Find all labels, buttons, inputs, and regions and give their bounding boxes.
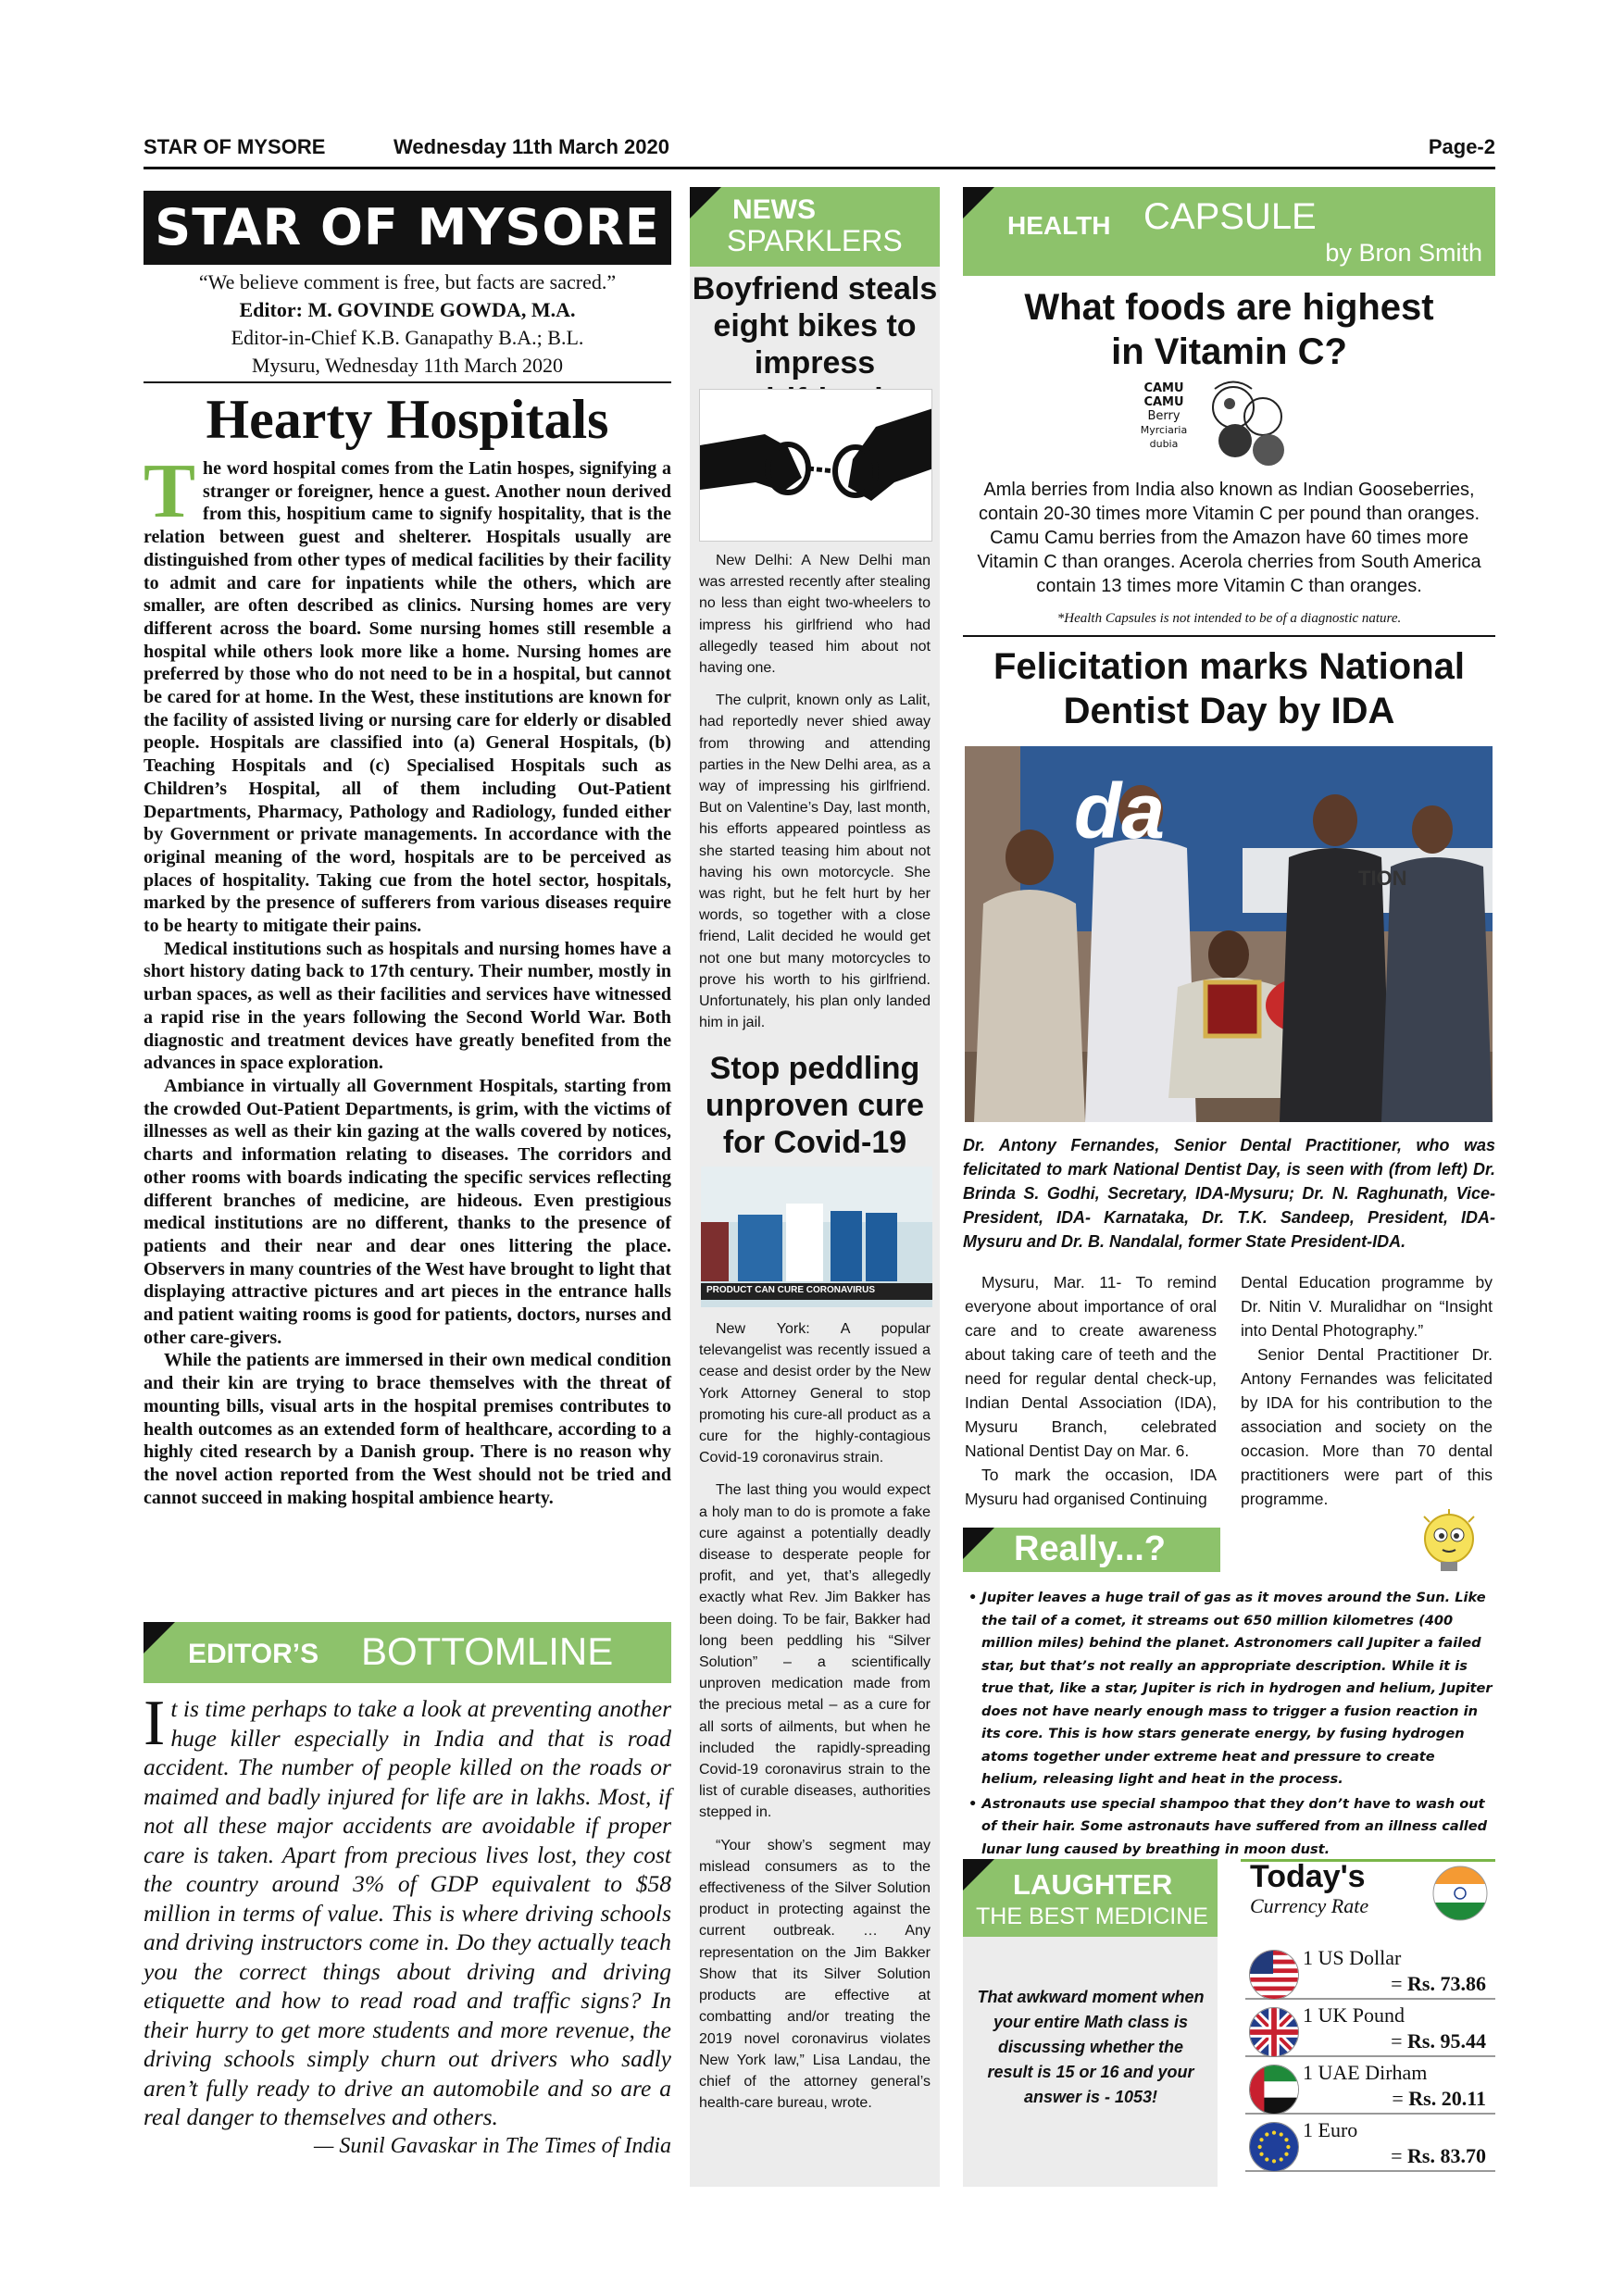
group-photo-icon [965, 746, 1493, 1122]
currency-name: 1 Euro [1303, 2118, 1358, 2141]
currency-row-gbp [1245, 2002, 1495, 2057]
bottomline-header [144, 1622, 671, 1683]
story2-paragraph: New York: A popular televangelist was recently issued a cease and desist order by the New York Attorney General to stop promoting his cure-all product as a cure for the highly-contagious Covid-19 coronavirus strain. [699, 1321, 931, 1466]
masthead-logo: STAR OF MYSORE [144, 191, 671, 265]
currency-name: 1 US Dollar [1303, 1946, 1402, 1969]
rate-value: Rs. 83.70 [1407, 2144, 1486, 2167]
equals-sign: = [1392, 2087, 1409, 2110]
masthead-rule [144, 381, 671, 383]
corner-mark [963, 187, 994, 218]
laughter-text: That awkward moment when your entire Math class is discussing whether the result is 15 or 16 and your answer is - 1053! [977, 1988, 1205, 2106]
dentist-paragraph: Dental Education programme by Dr. Nitin V. Muralidhar on “Insight into Dental Photography.” [1241, 1273, 1493, 1340]
masthead-meta [144, 268, 671, 380]
editor-line: Editor: M. GOVINDE GOWDA, M.A. [239, 298, 576, 321]
place-date-line: Mysuru, Wednesday 11th March 2020 [251, 354, 564, 377]
story2-paragraph: The last thing you would expect a holy man to do is promote a fake cure against a potentially deadly disease to desperate people for profit, and yet, that’s allegedly exactly what Rev. Jim Bakker has been doing. To be fair, Bakker had long been peddling his “Silver Solution” – a scientifically unproven medication made from the precious metal – as a cure for all sorts of ailments, but when he included the rapidly-spreading Covid-19 coronavirus strain to the list of curable diseases, authorities stepped in. [699, 1482, 931, 1821]
editorial-paragraph: Ambiance in virtually all Government Hospitals, starting from the crowded Out-Patient Departments, is grim, with the victims of illnesses as well as their kin gazing at the walls covered by notices, charts and information relating to diseases. The corridors and other rooms with boards indicating the specific services reflecting different branches of medicine, are hideous. Even prestigious medical institutions are no different, thanks to the presence of patients and their near and dear ones littering the place. Observers in many countries of the West have brought to light that displaying attractive pictures and art pieces in the entrance halls and patient waiting rooms is good for patients, doctors, nurses and other care-givers. [144, 1075, 671, 1348]
health-capsule-header [963, 187, 1495, 276]
page-header [144, 135, 1495, 163]
fact-text: Jupiter leaves a huge trail of gas as it moves around the Sun. Like the tail of a comet, it streams out 650 million kilometres (400 million miles) behind the planet. Astronomers call Jupiter a failed star, but that’s not really an appropriate description. While it is true that, like a star, Jupiter is rich in hydrogen and helium, Jupiter does not have nearly enough mass to trigger a fusion reaction in its core. This is how stars generate energy, by fusing hydrogen atoms together under extreme heat and pressure to create helium, releasing light and heat in the process. [981, 1590, 1493, 1787]
dentist-body-right [1241, 1270, 1493, 1511]
india-flag-icon [1431, 1865, 1489, 1922]
uae-flag-icon [1249, 2065, 1299, 2115]
story1-body [699, 550, 931, 1044]
header-rule [144, 167, 1495, 169]
health-label-1: HEALTH [1007, 211, 1111, 240]
equals-sign: = [1391, 1972, 1408, 1995]
camu-label [1131, 381, 1196, 451]
header-page-number: Page-2 [1428, 135, 1495, 158]
laughter-label-2: THE BEST MEDICINE [976, 1903, 1208, 1929]
editorial-text: he word hospital comes from the Latin hospes, signifying a stranger or foreigner, hence a guest. Another noun derived from this, hospitium came to signify hospitality, that is the relation between guest and shelterer. Hospitals usually are distinguished from other types of medical facilities by their facility to admit and care for inpatients while the others, which are smaller, are often described as clinics. Nursing homes are very different across the board. Some nursing homes still resemble a hospital while others look more like a home. Nursing homes are preferred by those who do not need to be in a hospital, but cannot be cared for at home. In the West, these institutions are known for the facility of assisted living or nursing care for elderly or disabled people. Hospitals are classified into (a) General Hospitals, (b) Teaching Hospitals and (c) Specialised Hospitals such as Children’s Hospital, all of them including Out-Patient Departments, Pharmacy, Pathology and Radiology, funded either by Government or private managements. In accordance with the original meaning of the word, hospitals are to be perceived as places of hospitality. Taking cue from the hotel sector, hospitals, marked by the presence of sufferers from various diseases require to be hearty to mitigate their pains. [144, 458, 671, 937]
dentist-body-left [965, 1270, 1217, 1511]
fact-text: Astronauts use special shampoo that they don’t have to wash out of their hair. Some astronauts have suffered from an illness called lunar lung caused by breathing in moon dust. [981, 1795, 1488, 1857]
story2-title: Stop peddling unproven cure for Covid-19 [705, 1051, 925, 1160]
header-date: Wednesday 11th March 2020 [394, 135, 669, 158]
health-label-2: CAPSULE [1143, 196, 1317, 237]
health-text: Amla berries from India also known as Indian Gooseberries, contain 20-30 times more Vitamin C per pound than oranges. Camu Camu berries from the Amazon have 60 times more Vitamin C than oranges. Acerola cherries from South America contain 13 times more Vitamin C than oranges. [977, 480, 1481, 596]
facts-list [965, 1587, 1493, 1863]
news-label-2: SPARKLERS [727, 224, 903, 257]
editorial-body [144, 448, 671, 1509]
bottomline-body [144, 1688, 671, 2161]
tv-screenshot-image [701, 1167, 932, 1307]
corner-mark [144, 1622, 175, 1653]
rate-value: Rs. 73.86 [1407, 1972, 1486, 1995]
banner-text-2: TION [1358, 867, 1407, 890]
currency-rate [1391, 1972, 1486, 1996]
bottomline-text: t is time perhaps to take a look at preventing another huge killer especially in India and that is road accident. The number of people killed on the roads or maimed and badly injured for life are in lakhs. Most, if not all these major accidents are avoidable if proper care is taken. Apart from precious lives lost, they cost the country around 3% of GDP equivalent to $58 million in terms of value. This is where driving schools and driving instructors come in. Do they actually teach you the correct things about driving and driving etiquette and how to read road and traffic signs? In their hurry to get more students and more revenue, the driving schools simply churn out drivers who sadly aren’t fully ready to drive an automobile and so are a real danger to themselves and others. [144, 1695, 671, 2130]
camu-label-line: dubia [1149, 438, 1179, 450]
story1-title: Boyfriend steals eight bikes to impress [692, 271, 938, 381]
health-rule [963, 635, 1495, 637]
currency-rate [1392, 2087, 1486, 2111]
currency-name: 1 UAE Dirham [1303, 2061, 1428, 2084]
equals-sign: = [1391, 2029, 1408, 2053]
camu-camu-image [1131, 380, 1307, 476]
handcuffs-image [699, 389, 932, 542]
currency-rate [1391, 2144, 1486, 2168]
tv-ticker: PRODUCT CAN CURE CORONAVIRUS [706, 1285, 876, 1295]
corner-mark [963, 1528, 994, 1559]
corner-mark [690, 187, 721, 218]
currency-subtitle: Currency Rate [1250, 1894, 1369, 1917]
story2-body [699, 1318, 931, 2125]
laughter-label-1: LAUGHTER [1013, 1868, 1173, 1901]
news-label-1: NEWS [732, 194, 816, 225]
header-publication: STAR OF MYSORE [144, 135, 326, 158]
editorial-title: Hearty Hospitals [206, 389, 609, 450]
photo-caption: Dr. Antony Fernandes, Senior Dental Practitioner, who was felicitated to mark National Dentist Day, is seen with (from left) Dr. Brinda S. Godhi, Secretary, IDA-Mysuru; Dr. N. Raghunath, Vice-President, IDA- Karnataka, Dr. T.K. Sandeep, President, IDA-Mysuru and Dr. B. Nandalal, former State President-IDA. [963, 1136, 1495, 1251]
bottomline-label-1: EDITOR’S [188, 1639, 319, 1669]
banner-text: da [1074, 767, 1166, 855]
story1-paragraph: The culprit, known only as Lalit, had reportedly never shied away from throwing and attending parties in the New Delhi area, as a way of impressing his girlfriend. But on Valentine’s Day, last month, his efforts appeared pointless as she started teasing him about not having his own motorcycle. She was right, but he felt hurt by her words, so together with a close friend, Lalit decided he would get not one but many motorcycles to prove his worth to his girlfriend. Unfortunately, his plan only landed him in jail. [699, 693, 931, 1031]
fact-item: • Jupiter leaves a huge trail of gas as it moves around the Sun. Like the tail of a comet, it streams out 650 million kilometres (400 million miles) behind the planet. Astronomers call Jupiter a failed star, but that’s not really an appropriate description. While it is true that, like a star, Jupiter is rich in hydrogen and helium, Jupiter does not have nearly enough mass to trigger a fusion reaction in its core. This is how stars generate energy, by fusing hydrogen atoms together under extreme heat and pressure to create helium, releasing light and heat in the process. [968, 1590, 1493, 1787]
camu-label-line: Berry [1147, 409, 1181, 423]
editor-in-chief-line: Editor-in-Chief K.B. Ganapathy B.A.; B.L. [231, 326, 584, 349]
news-sparklers-header [690, 187, 940, 267]
berries-icon [1196, 380, 1307, 476]
rate-value: Rs. 95.44 [1407, 2029, 1486, 2053]
dentist-title: Felicitation marks National Dentist Day by IDA [993, 646, 1466, 731]
fact-item: • Astronauts use special shampoo that they don’t have to wash out of their hair. Some astronauts have suffered from an illness called lunar lung caused by breathing in moon dust. [968, 1795, 1488, 1857]
felicitation-photo [965, 746, 1493, 1122]
currency-row-usd [1245, 1944, 1495, 2000]
bottomline-label-2: BOTTOMLINE [361, 1629, 614, 1673]
equals-sign: = [1391, 2144, 1408, 2167]
currency-row-eur [1245, 2116, 1495, 2172]
really-header [963, 1528, 1220, 1572]
lightbulb-mascot-icon [1417, 1509, 1481, 1578]
bottomline-attribution: — Sunil Gavaskar in The Times of India [313, 2133, 671, 2158]
eu-flag-icon [1249, 2122, 1299, 2172]
currency-name: 1 UK Pound [1303, 2003, 1405, 2027]
health-byline: by Bron Smith [1325, 239, 1482, 267]
corner-mark [963, 1859, 994, 1890]
story2-paragraph: “Your show’s segment may mislead consumers as to the effectiveness of the Silver Solution product in protecting against the current outbreak. … Any representation on the Jim Bakker Show that its Silver Solution products are effective at combatting and/or treating the 2019 novel coronavirus violates New York law,” Lisa Landau, the chief of the attorney general’s health-care bureau, wrote. [699, 1837, 931, 2112]
motto: “We believe comment is free, but facts are sacred.” [198, 270, 617, 293]
health-title: What foods are highest in Vitamin C? [1024, 287, 1434, 372]
currency-title: Today's [1250, 1859, 1366, 1894]
really-label: Really...? [1014, 1529, 1167, 1568]
currency-rate [1391, 2029, 1486, 2053]
dentist-paragraph: To mark the occasion, IDA Mysuru had organised Continuing [965, 1466, 1217, 1508]
camu-label-line: Myrciaria [1140, 424, 1188, 436]
currency-row-aed [1245, 2059, 1495, 2115]
editorial-dropcap: T [144, 448, 196, 534]
dentist-paragraph: Mysuru, Mar. 11- To remind everyone about importance of oral care and to create awareness about taking care of teeth and the need for regular dental check-up, Indian Dental Association (IDA), Mysuru Branch, celebrated National Dentist Day on Mar. 6. [965, 1273, 1217, 1460]
camu-label-line: CAMU [1143, 395, 1184, 409]
laughter-header [963, 1859, 1218, 1937]
rate-value: Rs. 20.11 [1408, 2087, 1486, 2110]
camu-label-line: CAMU [1143, 381, 1184, 395]
bottomline-dropcap: I [144, 1688, 166, 1759]
editorial-paragraph: While the patients are immersed in their own medical condition and their kin are trying to brace themselves with the threat of mounting bills, visual arts in the hospital premises contributes to health outcomes as an extended form of healthcare, according to a highly cited research by a Danish group. There is no reason why the novel action reported from the West should not be tried and cannot succeed in making hospital ambience hearty. [144, 1350, 671, 1508]
handcuffs-icon [700, 390, 932, 542]
us-flag-icon [1249, 1950, 1299, 2000]
health-note: *Health Capsules is not intended to be of a diagnostic nature. [1056, 611, 1402, 626]
editorial-paragraph: Medical institutions such as hospitals and nursing homes have a short history dating back to 17th century. Their number, mostly in urban spaces, as well as their facilities and services have witnessed a rapid rise in the years following the Second World War. Both diagnostic and treatment devices have greatly benefited from the advances in space exploration. [144, 938, 671, 1074]
story1-paragraph: New Delhi: A New Delhi man was arrested recently after stealing no less than eight two-wheelers to impress his girlfriend who had allegedly teased him about not having one. [699, 553, 931, 677]
uk-flag-icon [1249, 2007, 1299, 2057]
dentist-paragraph: Senior Dental Practitioner Dr. Antony Fernandes was felicitated by IDA for his contribution to the association and society on the occasion. More than 70 dental practitioners were part of this programme. [1241, 1345, 1493, 1508]
editorial-paragraph [144, 448, 671, 938]
